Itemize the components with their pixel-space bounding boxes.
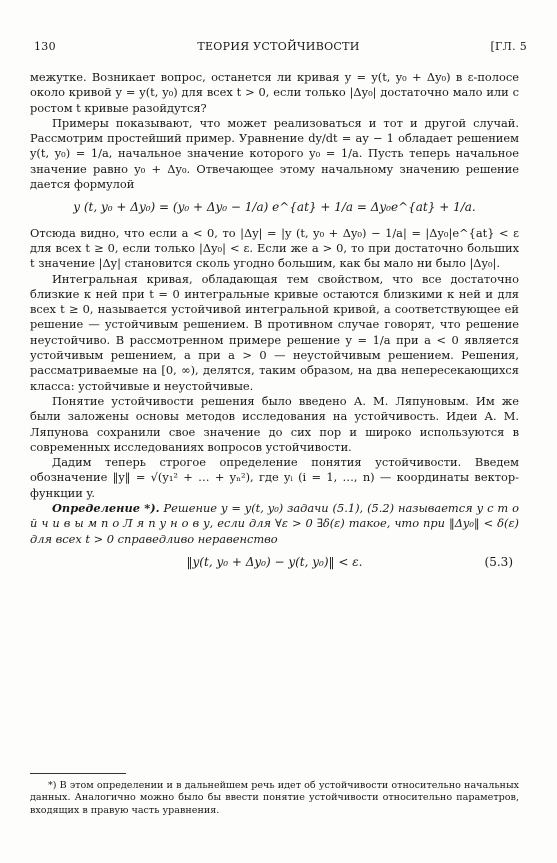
equation-number: (5.3) (484, 554, 513, 569)
footnote-text: *) В этом определении и в дальнейшем речь идет об устойчивости относительно начальных данных. Аналогично можно было бы ввести понятие устойчивости относительно параметров, входящих в правую часть уравнения. (30, 780, 519, 816)
definition-label: Определение *). (52, 501, 160, 516)
running-header (30, 40, 527, 56)
paragraph-1: межутке. Возникает вопрос, останется ли кривая y = y(t, y₀ + Δy₀) в ε-полосе около кривой y = y(t, y₀) для всех t > 0, если только |Δy₀| достаточно мало или с ростом t кривые разойдутся? (30, 70, 519, 115)
definition (30, 501, 519, 547)
inequality-5-3: ‖y(t, y₀ + Δy₀) − y(t, y₀)‖ < ε. (186, 554, 363, 569)
paragraph-5: Понятие устойчивости решения было введено А. М. Ляпуновым. Им же были заложены основы методов исследования на устойчивость. Идеи А. М. Ляпунова сохранили свое значение до сих пор и широко используются в современных исследованиях вопросов устойчивости. (30, 393, 519, 454)
paragraph-4: Интегральная кривая, обладающая тем свойством, что все достаточно близкие к ней при t = 0 интегральные кривые остаются близкими к ней и для всех t ≥ 0, называется устойчивой интегральной кривой, а соответствующее ей решение — устойчивым решением. В противном случае говорят, что решение неустойчиво. В рассмотренном примере решение y = 1/a при a < 0 является устойчивым решением, а при a > 0 — неустойчивым решением. Решения, рассматриваемые на [0, ∞), делятся, таким образом, на два непересекающихся класса: устойчивые и неустойчивые. (30, 271, 519, 393)
paragraph-3: Отсюда видно, что если a < 0, то |Δy| = |y (t, y₀ + Δy₀) − 1/a| = |Δy₀|e^{at} < ε для всех t ≥ 0, если только |Δy₀| < ε. Если же a > 0, то при достаточно больших t значение |Δy| становится сколь угодно большим, как бы мало ни было |Δy₀|. (30, 225, 519, 271)
footnote (30, 780, 519, 817)
footnote-divider (30, 773, 126, 774)
definition-text: Решение y = y(t, y₀) задачи (5.1), (5.2) называется у с т о й ч и в ы м п о Л я п у н о в у, если для ∀ε > 0 ∃δ(ε) такое, что при ‖Δy₀‖ < δ(ε) для всех t > 0 справедливо неравенство (30, 501, 520, 546)
main-text (30, 70, 519, 580)
paragraph-6: Дадим теперь строгое определение понятия устойчивости. Введем обозначение ‖y‖ = √(y₁² + … + yₙ²), где yᵢ (i = 1, …, n) — координаты вектор-функции y. (30, 455, 519, 500)
page-number: 130 (34, 40, 56, 53)
formula-inequality (30, 555, 519, 570)
paragraph-2: Примеры показывают, что может реализоваться и тот и другой случай. Рассмотрим простейший пример. Уравнение dy/dt = ay − 1 обладает решением y(t, y₀) = 1/a, начальное значение которого y₀ = 1/a. Пусть теперь начальное значение равно y₀ + Δy₀. Отвечающее этому начальному значению решение дается формулой (30, 115, 519, 192)
chapter-label: [ГЛ. 5 (490, 40, 527, 53)
formula-solution: y (t, y₀ + Δy₀) = (y₀ + Δy₀ − 1/a) e^{at} + 1/a = Δy₀e^{at} + 1/a. (73, 200, 476, 215)
running-title: ТЕОРИЯ УСТОЙЧИВОСТИ (197, 40, 360, 53)
